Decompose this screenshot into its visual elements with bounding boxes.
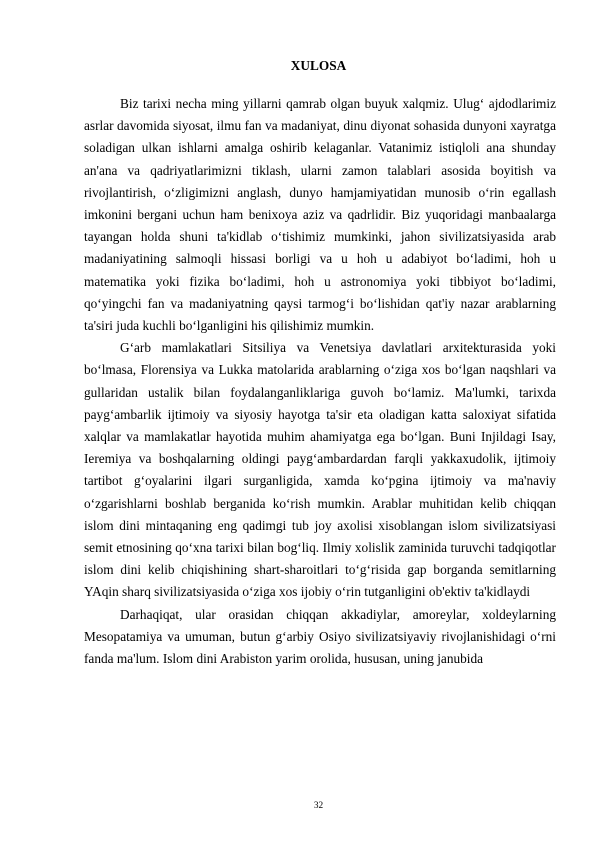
paragraph-3: Darhaqiqat, ular orasidan chiqqan akkadiylar, amoreylar, xoldeylarning Mesopatamiya va umuman, butun g‘arbiy Osiyo sivilizatsiyaviy rivojlanishidagi o‘rni fanda ma'lum. Islom dini Arabiston yarim orolida, hususan, uning janubida [84,606,556,667]
paragraph-1: Biz tarixi necha ming yillarni qamrab olgan buyuk xalqmiz. Ulug‘ ajdodlarimiz asrlar davomida siyosat, ilmu fan va madaniyat, dinu diyonat sohasida dunyoni xayratga soladigan ulkan ishlarni amalga oshirib kelaganlar. Vatanimiz istiqloli ana shunday an'ana va qadriyatlarimizni tiklash, ularni zamon talablari asosida boyitish va rivojlantirish, o‘zligimizni anglash, dunyo hamjamiyatidan munosib o‘rin egallash imkonini bergani uchun ham benixoya aziz va qadrlidir. Biz yuqoridagi manbaalarga tayangan holda shuni ta'kidlab o‘tishimiz mumkinki, jahon sivilizatsiyasida arab madaniyatining salmoqli hissasi borligi va u hoh u adabiyot bo‘ladimi, hoh u matematika yoki fizika bo‘ladimi, hoh u astronomiya yoki tibbiyot bo‘ladimi, qo‘yingchi fan va madaniyatning qaysi tarmog‘i bo‘lishidan qat'iy nazar arablarning ta'siri juda kuchli bo‘lganligini his qilishimiz mumkin. [84,96,556,334]
body-text [84,93,556,670]
page-number: 32 [313,801,324,811]
paragraph-2: G‘arb mamlakatlari Sitsiliya va Venetsiya davlatlari arxitekturasida yoki bo‘lmasa, Florensiya va Lukka matolarida arablarning o‘ziga xos bo‘lgan naqshlari va gullaridan ustalik bilan foydalanganliklariga guvoh bo‘lamiz. Ma'lumki, tarixda payg‘ambarlik ijtimoiy va siyosiy hayotga ta'sir eta oladigan katta saloxiyat sifatida xalqlar va mamlakatlar hayotida muhim ahamiyatga ega bo‘lgan. Buni Injildagi Isay, Ieremiya va boshqalarning oldingi payg‘ambardardan farqli yakkaxudolik, ijtimoiy tartibot g‘oyalarini ilgari surganligida, xamda ko‘pgina ijtimoiy va ma'naviy o‘zgarishlarni boshlab berganida ko‘rish mumkin. Arablar muhitidan kelib chiqqan islom dini mintaqaning eng qadimgi tub joy axolisi xisoblangan islom sivilizatsiyasi semit etnosining qo‘xna tarixi bilan bog‘liq. Ilmiy xolislik zaminida turuvchi tadqiqotlar islom dini kelib chiqishining shart-sharoitlari to‘g‘risida gap borganda semitlarning YAqin sharq sivilizatsiyasida o‘ziga xos ijobiy o‘rin tutganligini ob'ektiv ta'kidlaydi [84,340,556,600]
section-title: XULOSA [290,58,347,73]
